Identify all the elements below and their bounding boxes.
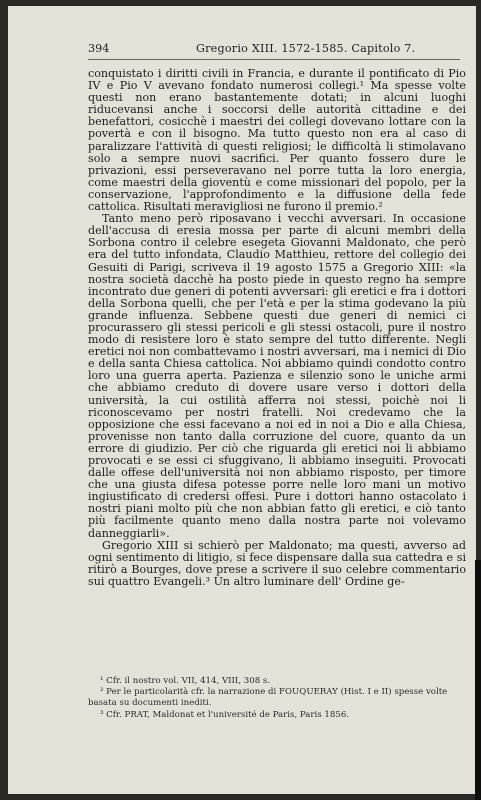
scan-edge-shadow [475,560,481,800]
book-page [8,6,476,794]
footnote: ¹ Cfr. il nostro vol. VII, 414, VIII, 308 s. [100,676,271,686]
body-text [88,68,466,588]
footnote: ³ Cfr. PRAT, Maldonat et l'université de Paris, Paris 1856. [100,709,350,720]
paragraph: Gregorio XIII si schierò per Maldonato; ma questi, avverso ad ogni sentimento di litigio, si fece dispensare dalla sua cattedra e si ritirò a Bourges, dove prese a scrivere il suo celebre commentario sui quattro Evangeli.³ Un altro luminare dell' Ordine ge- [88,538,466,588]
running-title: Gregorio XIII. 1572-1585. Capitolo 7. [196,42,416,55]
footnote: ² Per le particolarità cfr. la narrazione di FOUQUERAY (Hist. I e II) spesse volte basata su documenti inediti. [88,687,448,709]
paragraph: Tanto meno però riposavano i vecchi avversari. In occasione dell'accusa di eresia mossa per parte di alcuni membri della Sorbona contro il celebre esegeta Giovanni Maldonato, che però era del tutto infondata, Claudio Matthieu, rettore del collegio dei Gesuiti di Parigi, scriveva il 19 agosto 1575 a Gregorio XIII: «la nostra società dacchè ha posto piede in questo regno ha sempre incontrato due generi di potenti avversari: gli eretici e fra i dottori della Sorbona quelli, che per l'età e per la stima godevano la più grande influenza. Sebbene questi due generi di nemici ci procurassero gli stessi pericoli e gli stessi ostacoli, pure il nostro modo di resistere loro è stato sempre del tutto differente. Negli eretici noi non combattevamo i nostri avversari, ma i nemici di Dio e della santa Chiesa cattolica. Noi abbiamo quindi condotto contro loro una guerra aperta. Pazienza e silenzio sono le uniche armi che abbiamo creduto di dovere usare verso i dottori della università, la cui ostilità afferra noi stessi, poichè noi li riconoscevamo per nostri fratelli. Noi credevamo che la opposizione che essi facevano a noi ed in noi a Dio e alla Chiesa, provenisse non tanto dalla corruzione del cuore, quanto da un errore di giudizio. Per ciò che riguarda gli eretici noi li abbiamo provocati e se essi ci sfuggivano, li abbiamo inseguiti. Provocati dalle offese dell'università noi non abbiamo risposto, per timore che una giusta difesa potesse porre nelle loro mani un motivo ingiustificato di credersi offesi. Pure i dottori hanno ostacolato i nostri piani molto più che non abbian fatto gli eretici, e ciò tanto più facilmente quanto meno dalla nostra parte noi volevamo danneggiarli». [88,212,466,540]
paragraph: conquistato i diritti civili in Francia, e durante il pontificato di Pio IV e Pio V avevano fondato numerosi collegi.¹ Ma spesse volte questi non erano bastantemente dotati; in alcuni luoghi riducevansi anche i soccorsi delle autorità cittadine e dei benefattori, cosicchè i maestri dei collegi dovevano lottare con la povertà e con il bisogno. Ma tutto questo non era al caso di paralizzare l'attività di questi religiosi; le difficoltà li stimolavano solo a sempre nuovi sacrifici. Per quanto fossero dure le privazioni, essi perseveravano nel porre tutta la loro energia, come maestri della gioventù e come missionari del popolo, per la conservazione, l'approfondimento e la diffusione della fede cattolica. Risultati meravigliosi ne furono il premio.² [88,67,466,214]
page-number: 394 [88,42,110,55]
running-header [88,42,460,60]
footnotes [88,676,466,721]
